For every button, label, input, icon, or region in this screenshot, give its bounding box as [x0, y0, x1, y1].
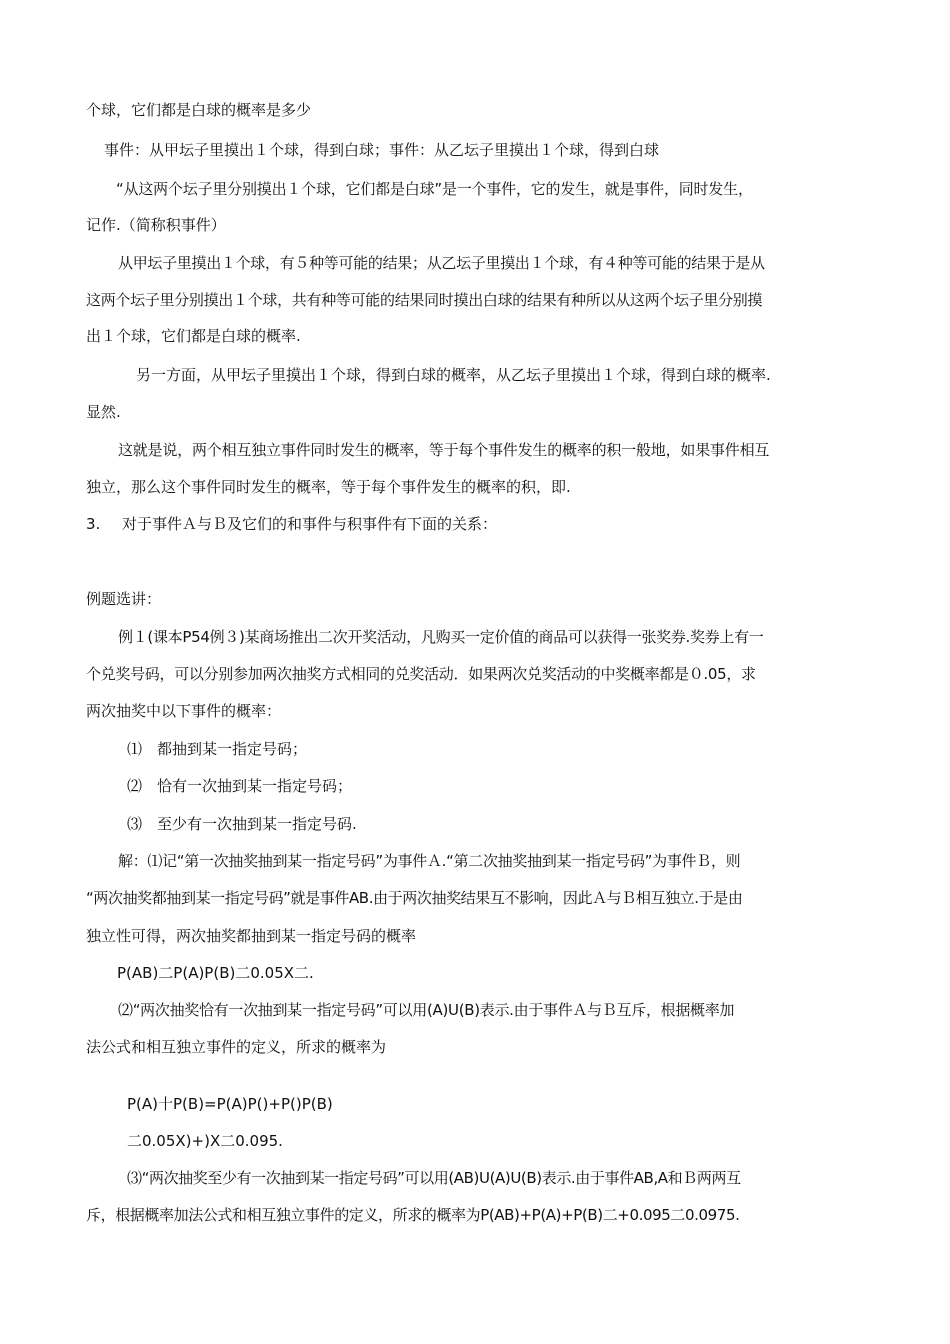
text-line: 从甲坛子里摸出１个球，有５种等可能的结果；从乙坛子里摸出１个球，有４种等可能的结果于是从 — [118, 254, 765, 272]
text-line: 独立，那么这个事件同时发生的概率，等于每个事件发生的概率的积，即. — [86, 478, 571, 496]
text-line: ⑶“两次抽奖至少有一次抽到某一指定号码”可以用(AB)U(A)U(B)表示.由于事件AB,A和Ｂ两两互 — [127, 1169, 741, 1187]
text-line: 记作.（简称积事件） — [86, 216, 226, 234]
text-line: ⑵“两次抽奖恰有一次抽到某一指定号码”可以用(A)U(B)表示.由于事件Ａ与Ｂ互斥，根据概率加 — [118, 1001, 735, 1019]
text-line: 例１(课本P54例３)某商场推出二次开奖活动，凡购买一定价值的商品可以获得一张奖券.奖券上有一 — [118, 628, 764, 646]
list-item: ⑵ 恰有一次抽到某一指定号码； — [127, 777, 353, 795]
text-line: 另一方面，从甲坛子里摸出１个球，得到白球的概率，从乙坛子里摸出１个球，得到白球的概率. — [136, 366, 771, 384]
formula-line: 二0.05X)+)X二0.095. — [127, 1132, 283, 1150]
formula-line: P(A)十P(B)=P(A)P()+P()P(B) — [127, 1095, 333, 1113]
list-item: ⑶ 至少有一次抽到某一指定号码. — [127, 815, 357, 833]
list-number: 3. — [86, 515, 101, 533]
text-line: 个球，它们都是白球的概率是多少 — [86, 101, 312, 119]
text-line: 斥，根据概率加法公式和相互独立事件的定义，所求的概率为P(AB)+P(A)+P(B)二+0.095二0.0975. — [86, 1206, 740, 1224]
text-line: “从这两个坛子里分别摸出１个球，它们都是白球”是一个事件，它的发生，就是事件，同时发生， — [116, 180, 753, 198]
text-line: 法公式和相互独立事件的定义，所求的概率为 — [86, 1038, 387, 1056]
text-line: 这就是说，两个相互独立事件同时发生的概率，等于每个事件发生的概率的积一般地，如果事件相互 — [118, 441, 770, 459]
section-heading: 例题选讲： — [86, 590, 162, 608]
text-line: 显然. — [86, 403, 121, 421]
text-line: 独立性可得，两次抽奖都抽到某一指定号码的概率 — [86, 927, 417, 945]
text-line: 这两个坛子里分别摸出１个球，共有种等可能的结果同时摸出白球的结果有种所以从这两个坛子里分别摸 — [86, 291, 763, 309]
text-line: “两次抽奖都抽到某一指定号码”就是事件AB.由于两次抽奖结果互不影响，因此Ａ与Ｂ相互独立.于是由 — [86, 889, 743, 907]
text-line: 解：⑴记“第一次抽奖抽到某一指定号码”为事件Ａ.“第二次抽奖抽到某一指定号码”为事件Ｂ，则 — [118, 852, 741, 870]
text-line: 两次抽奖中以下事件的概率： — [86, 702, 282, 720]
text-line: 出１个球，它们都是白球的概率. — [86, 327, 301, 345]
text-line: 事件：从甲坛子里摸出１个球，得到白球；事件：从乙坛子里摸出１个球，得到白球 — [104, 141, 660, 159]
list-item: ⑴ 都抽到某一指定号码； — [127, 740, 308, 758]
text-line: 对于事件Ａ与Ｂ及它们的和事件与积事件有下面的关系： — [122, 515, 498, 533]
text-line: 个兑奖号码，可以分别参加两次抽奖方式相同的兑奖活动．如果两次兑奖活动的中奖概率都是０.05，求 — [86, 665, 756, 683]
formula-line: P(AB)二P(A)P(B)二0.05X二. — [117, 964, 314, 982]
